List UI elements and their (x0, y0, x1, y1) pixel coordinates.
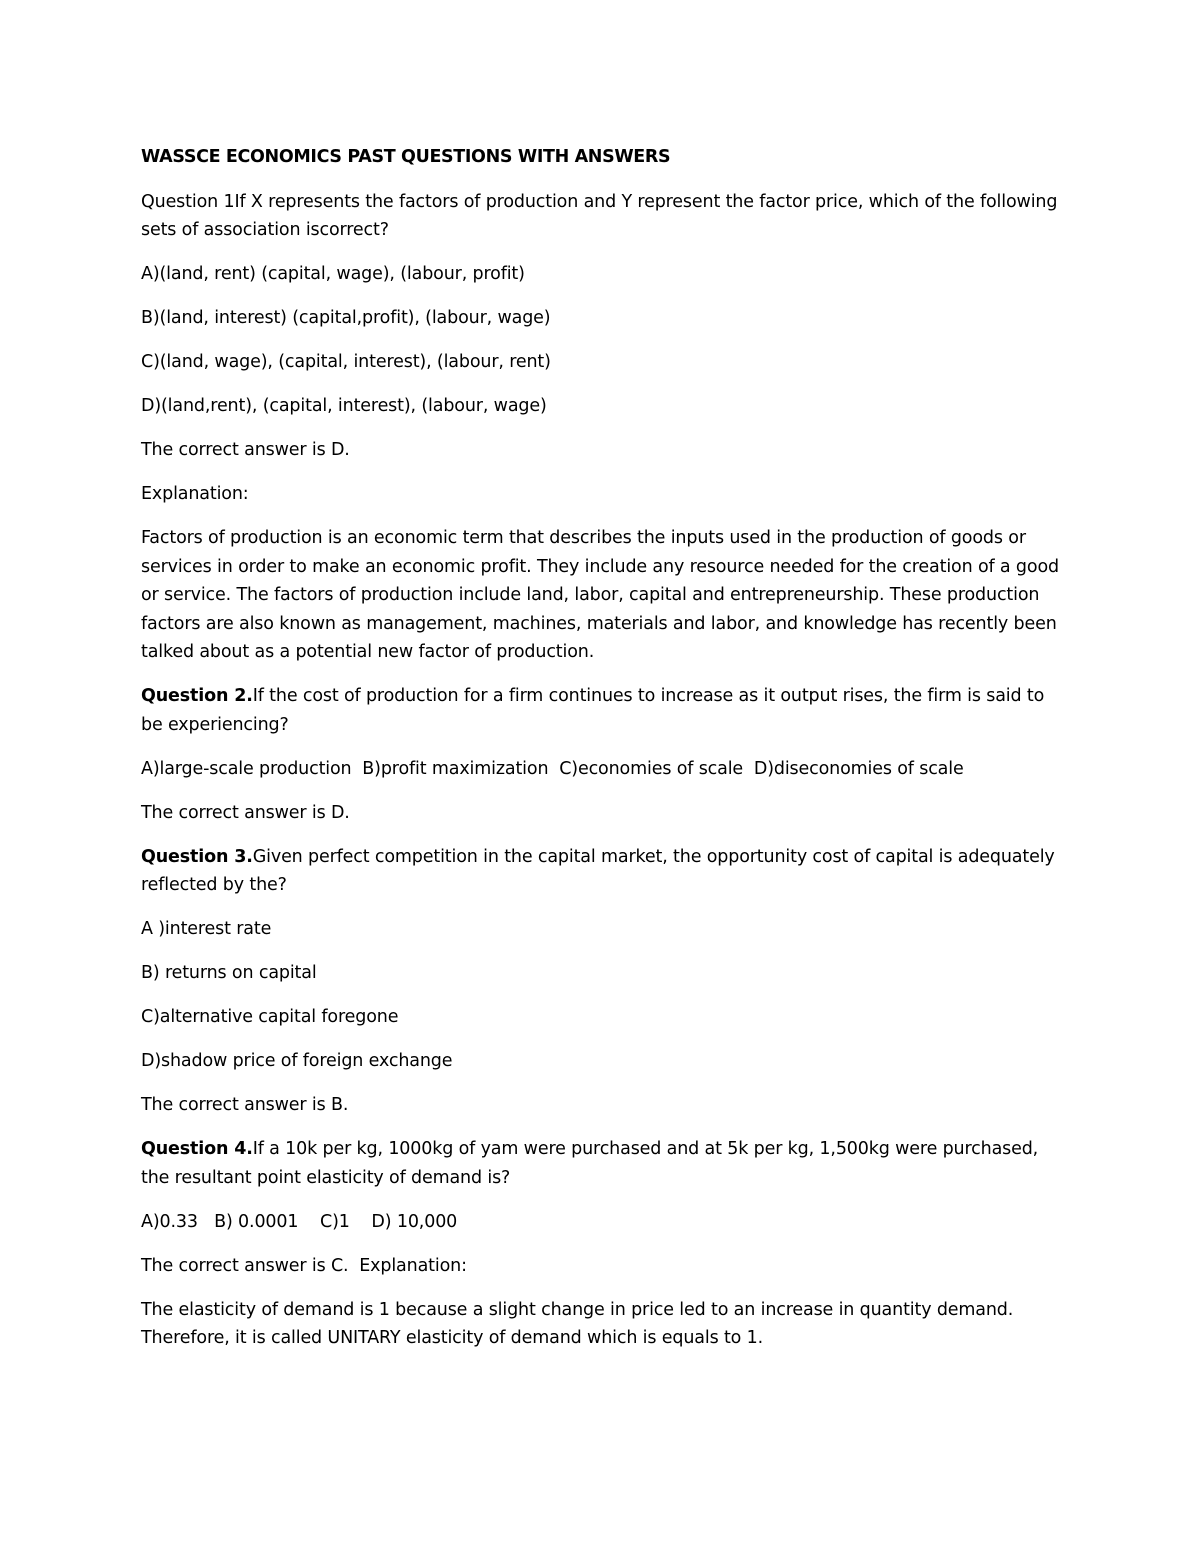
question-1-text: Question 1If X represents the factors of production and Y represent the factor price, which of the following sets of association iscorrect? (141, 191, 1058, 240)
question-4-options: A)0.33 B) 0.0001 C)1 D) 10,000 (141, 1211, 458, 1232)
question-3 (141, 843, 1061, 900)
question-3-option-c: C)alternative capital foregone (141, 1007, 399, 1027)
question-2-answer: The correct answer is D. (141, 802, 350, 823)
question-2 (141, 682, 1061, 739)
question-3-option-a: A )interest rate (141, 919, 272, 939)
question-1-explanation-label: Explanation: (141, 484, 249, 504)
question-4-explanation: The elasticity of demand is 1 because a slight change in price led to an increase in quantity demand. Therefore, it is called UNITARY elasticity of demand which is equals to 1. (141, 1299, 1014, 1348)
question-3-answer: The correct answer is B. (141, 1095, 349, 1115)
question-1-explanation: Factors of production is an economic term that describes the inputs used in the production of goods or services in order to make an economic profit. They include any resource needed for the creation of a good or service. The factors of production include land, labor, capital and entrepreneurship. These production factors are also known as management, machines, materials and labor, and knowledge has recently been talked about as a potential new factor of production. (141, 528, 1059, 662)
question-2-text: If the cost of production for a firm continues to increase as it output rises, the firm is said to be experiencing? (141, 686, 1045, 735)
question-1-option-a: A)(land, rent) (capital, wage), (labour, profit) (141, 264, 525, 284)
question-2-options: A)large-scale production B)profit maximization C)economies of scale D)diseconomies of scale (141, 758, 964, 779)
question-3-label: Question 3. (141, 846, 253, 867)
question-1-answer: The correct answer is D. (141, 440, 350, 460)
question-4-label: Question 4. (141, 1139, 253, 1159)
question-3-text: Given perfect competition in the capital market, the opportunity cost of capital is adequately reflected by the? (141, 846, 1055, 895)
document-body (141, 143, 1061, 1368)
question-4 (141, 1135, 1061, 1192)
question-2-label: Question 2. (141, 686, 253, 706)
question-3-option-d: D)shadow price of foreign exchange (141, 1051, 453, 1071)
question-4-answer: The correct answer is C. Explanation: (141, 1255, 467, 1276)
document-title: WASSCE ECONOMICS PAST QUESTIONS WITH ANSWERS (141, 147, 671, 167)
question-3-option-b: B) returns on capital (141, 963, 317, 983)
question-1-option-d: D)(land,rent), (capital, interest), (labour, wage) (141, 396, 547, 416)
question-1-option-b: B)(land, interest) (capital,profit), (labour, wage) (141, 308, 551, 328)
question-1-option-c: C)(land, wage), (capital, interest), (labour, rent) (141, 352, 551, 372)
question-4-text: If a 10k per kg, 1000kg of yam were purchased and at 5k per kg, 1,500kg were purchased, the resultant point elasticity of demand is? (141, 1139, 1039, 1188)
